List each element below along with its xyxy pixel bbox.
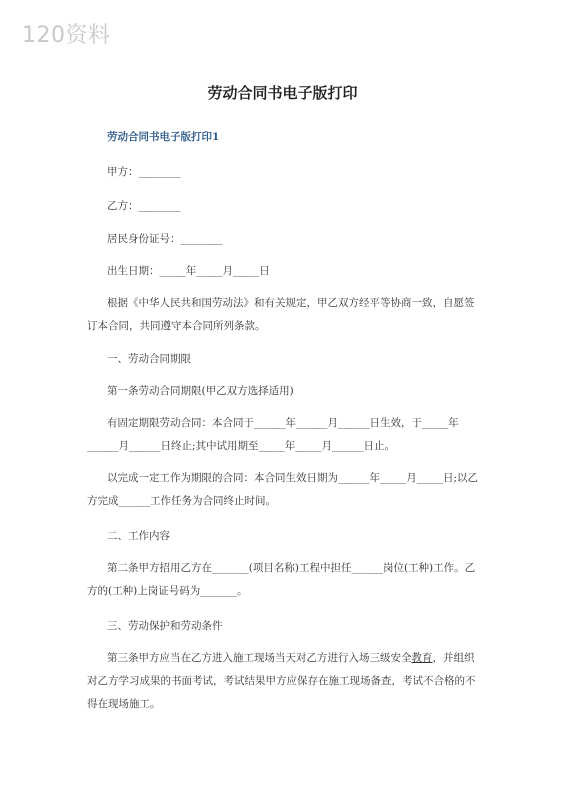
birth-date-field: 出生日期：_____年_____月_____日	[107, 265, 270, 277]
article-2-text: 第二条甲方招用乙方在_______(项目名称)工程中担任______岗位(工种)工作。乙方的(工种)上岗证号码为_______。	[87, 562, 476, 597]
task-term-text: 以完成一定工作为期限的合同：本合同生效日期为______年_____月_____日;以乙方完成______工作任务为合同终止时间。	[87, 472, 479, 507]
education-link[interactable]: 教育	[411, 652, 433, 664]
fixed-term-paragraph	[87, 412, 482, 458]
task-term-paragraph	[87, 467, 482, 513]
party-a-field: 甲方：________	[107, 166, 181, 178]
document-subtitle: 劳动合同书电子版打印1	[107, 131, 220, 143]
fixed-term-text: 有固定期限劳动合同：本合同于______年______月______日生效，于_____年______月______日终止;其中试用期至_____年_____月______日止。	[87, 417, 459, 452]
article-1-heading: 第一条劳动合同期限(甲乙双方选择适用)	[107, 385, 294, 397]
section-2-heading: 二、工作内容	[107, 530, 170, 542]
article-3-text-after: ，并组织对乙方学习成果的书面考试，考试结果甲方应保存在施工现场备查，考试不合格的不得在现场施工。	[87, 652, 476, 710]
party-b-field: 乙方：________	[107, 200, 181, 212]
watermark-logo: 120资料	[22, 23, 111, 48]
document-title: 劳动合同书电子版打印	[207, 84, 358, 102]
section-1-heading: 一、劳动合同期限	[107, 353, 191, 365]
article-3-paragraph	[87, 647, 482, 716]
intro-text: 根据《中华人民共和国劳动法》和有关规定，甲乙双方经平等协商一致，自愿签订本合同，共同遵守本合同所列条款。	[87, 297, 475, 332]
intro-paragraph	[87, 292, 482, 338]
section-3-heading: 三、劳动保护和劳动条件	[107, 620, 223, 632]
article-3-text-before: 第三条甲方应当在乙方进入施工现场当天对乙方进行入场三级安全	[107, 652, 412, 664]
id-number-field: 居民身份证号：________	[107, 233, 223, 245]
article-2-paragraph	[87, 557, 482, 603]
